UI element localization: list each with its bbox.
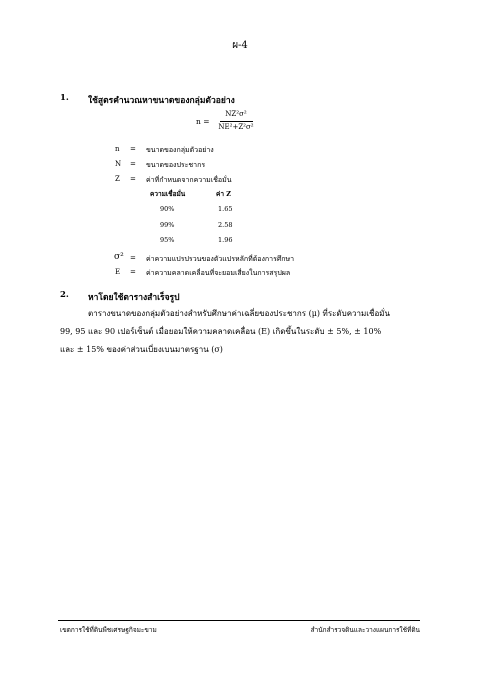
def-text-Z: ค่าที่กำหนดจากความเชื่อมั่น bbox=[146, 176, 232, 184]
z-table-cell: 1.65 bbox=[218, 205, 233, 213]
page-number: ผ-4 bbox=[232, 40, 248, 51]
footer-left: เขตการใช้ที่ดินพืชเศรษฐกิจมะขาม bbox=[60, 626, 157, 634]
def-symbol-N: N bbox=[115, 160, 122, 168]
z-table-header-confidence: ความเชื่อมั่น bbox=[150, 190, 186, 198]
formula-denominator: NE²+Z²σ² bbox=[218, 123, 254, 131]
formula-numerator: NZ²σ² bbox=[225, 110, 247, 118]
fraction-bar bbox=[220, 121, 253, 122]
def-text-N: ขนาดของประชากร bbox=[146, 161, 206, 169]
z-table-header-z: ค่า Z bbox=[216, 190, 232, 198]
formula-lhs: n = bbox=[196, 117, 210, 126]
section-2-title: หาโดยใช้ตารางสำเร็จรูป bbox=[88, 293, 180, 303]
sample-size-formula bbox=[196, 110, 256, 136]
def-symbol-Z: Z bbox=[115, 175, 120, 183]
def-text-E: ค่าความคลาดเคลื่อนที่จะยอมเสี่ยงในการสรุปผล bbox=[146, 269, 291, 277]
section-1-title: ใช้สูตรคำนวณหาขนาดของกลุ่มตัวอย่าง bbox=[88, 96, 235, 106]
def-eq: = bbox=[130, 254, 136, 262]
z-table-cell: 95% bbox=[160, 236, 175, 244]
z-table-cell: 90% bbox=[160, 205, 175, 213]
z-table-cell: 1.96 bbox=[218, 236, 233, 244]
footer-right: สำนักสำรวจดินและวางแผนการใช้ที่ดิน bbox=[310, 626, 420, 634]
section-1-number: 1. bbox=[60, 93, 69, 103]
def-symbol-E: E bbox=[115, 268, 121, 276]
z-table-cell: 99% bbox=[160, 221, 175, 229]
def-symbol-n: n bbox=[115, 145, 120, 153]
def-eq: = bbox=[130, 268, 136, 276]
paragraph-line: และ ± 15% ของค่าส่วนเบี่ยงเบนมาตรฐาน (σ) bbox=[60, 345, 223, 354]
paragraph-line: ตารางขนาดของกลุ่มตัวอย่างสำหรับศึกษาค่าเฉลี่ยของประชากร (μ) ที่ระดับความเชื่อมั่น bbox=[88, 309, 391, 318]
def-text-n: ขนาดของกลุ่มตัวอย่าง bbox=[146, 146, 214, 154]
paragraph-line: 99, 95 และ 90 เปอร์เซ็นต์ เมื่อยอมให้ความคลาดเคลื่อน (E) เกิดขึ้นในระดับ ± 5%, ± 10% bbox=[60, 327, 382, 336]
def-eq: = bbox=[130, 145, 136, 153]
def-text-sigma2: ค่าความแปรปรวนของตัวแปรหลักที่ต้องการศึกษา bbox=[146, 255, 295, 263]
def-eq: = bbox=[130, 175, 136, 183]
footer-divider bbox=[58, 620, 420, 621]
z-table-cell: 2.58 bbox=[218, 221, 233, 229]
def-symbol-sigma2: σ² bbox=[114, 252, 124, 262]
def-eq: = bbox=[130, 160, 136, 168]
section-2-number: 2. bbox=[60, 290, 69, 300]
